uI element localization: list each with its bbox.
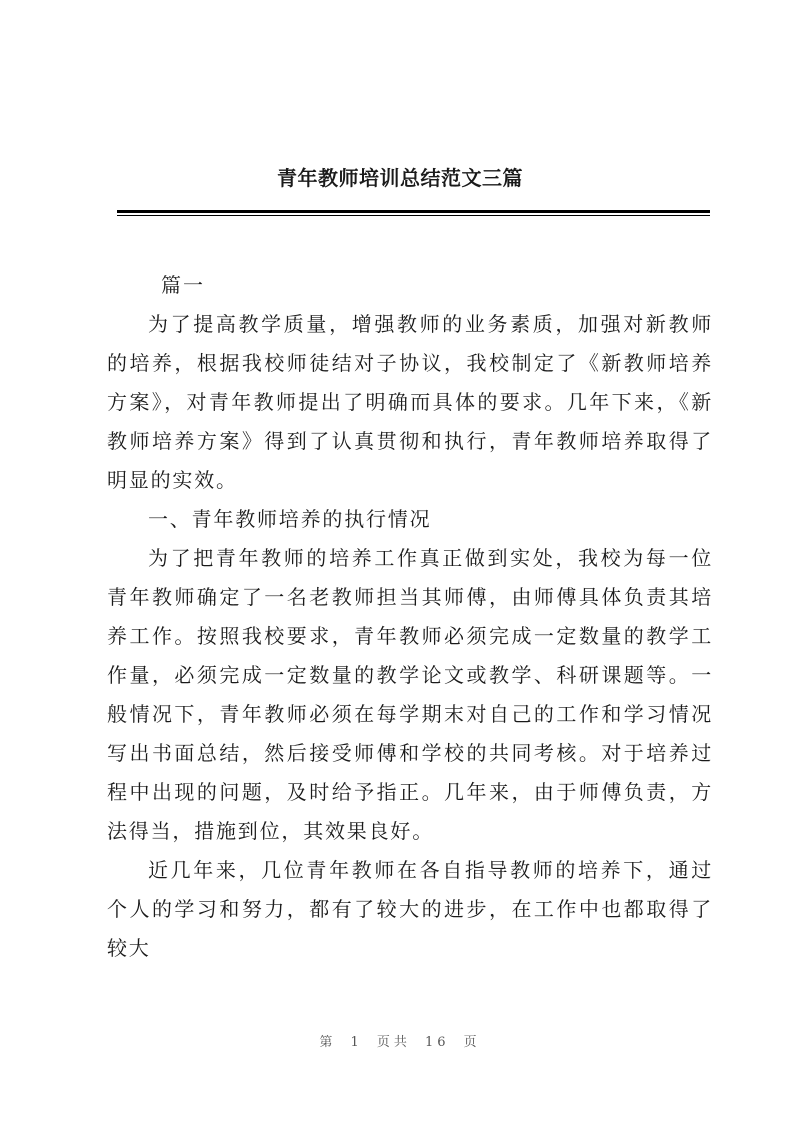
document-title: 青年教师培训总结范文三篇 (277, 166, 523, 190)
title-underline-thick (117, 210, 710, 213)
title-underline-thin (117, 215, 710, 216)
document-body (107, 266, 713, 968)
page-number-footer: 第 1 页共 16 页 (319, 1035, 481, 1050)
paragraph-progress: 近几年来，几位青年教师在各自指导教师的培养下，通过个人的学习和努力，都有了较大的进步，在工作中也都取得了较大 (107, 858, 713, 960)
section-label: 篇一 (161, 273, 205, 297)
paragraph-implementation: 为了把青年教师的培养工作真正做到实处，我校为每一位青年教师确定了一名老教师担当其师傅，由师傅具体负责其培养工作。按照我校要求，青年教师必须完成一定数量的教学工作量，必须完成一定数量的教学论文或教学、科研课题等。一般情况下，青年教师必须在每学期末对自己的工作和学习情况写出书面总结，然后接受师傅和学校的共同考核。对于培养过程中出现的问题，及时给予指正。几年来，由于师傅负责，方法得当，措施到位，其效果良好。 (107, 546, 713, 843)
section-heading: 一、青年教师培养的执行情况 (148, 507, 432, 531)
paragraph-intro: 为了提高教学质量，增强教师的业务素质，加强对新教师的培养，根据我校师徒结对子协议，我校制定了《新教师培养方案》，对青年教师提出了明确而具体的要求。几年下来，《新教师培养方案》得到了认真贯彻和执行，青年教师培养取得了明显的实效。 (107, 312, 713, 492)
